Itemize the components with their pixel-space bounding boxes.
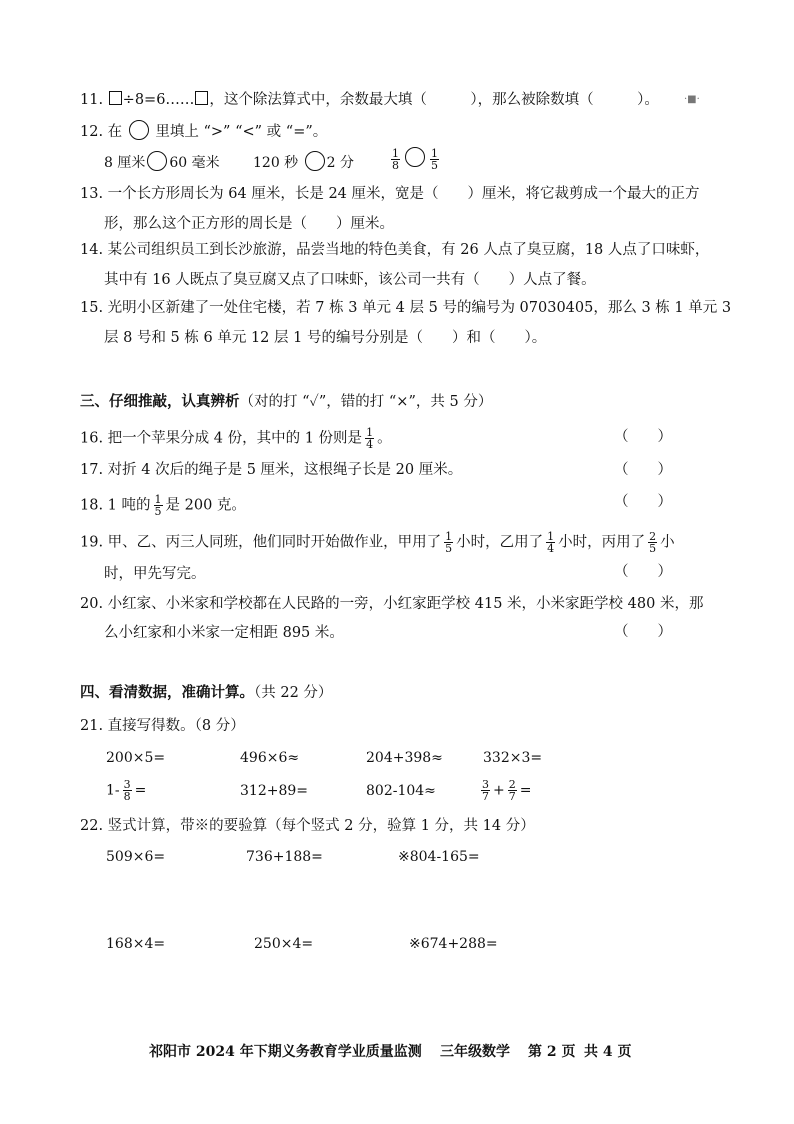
vertical-calc: ※674+288= <box>409 936 498 952</box>
blank-box <box>195 91 208 105</box>
question-12: 12. 在 里填上 “>” “<” 或 “=”。 <box>80 120 327 142</box>
footer-page-total: 共 4 页 <box>584 1044 632 1060</box>
footer-subject: 三年级数学 <box>440 1044 510 1060</box>
scan-mark: ·■· <box>684 94 700 105</box>
question-11: 11. ÷8=6…… ，这个除法算式中，余数最大填（ ），那么被除数填（ ）。 <box>80 92 659 108</box>
compare-item-1: 8 厘米 60 毫米 <box>104 151 220 173</box>
vertical-calc: ※804-165= <box>398 849 480 865</box>
question-16: 16. 把一个苹果分成 4 份，其中的 1 份则是 $\frac{1}{4}$ 。 <box>80 426 392 451</box>
calc-item: $\frac{3}{7}$ + $\frac{2}{7}$ = <box>482 778 532 803</box>
vertical-calc: 736+188= <box>246 849 323 865</box>
compare-circle <box>305 151 325 171</box>
question-15-line-1: 15. 光明小区新建了一处住宅楼，若 7 栋 3 单元 4 层 5 号的编号为 07030405，那么 3 栋 1 单元 3 <box>80 300 732 316</box>
vertical-calc: 250×4= <box>254 936 314 952</box>
compare-circle <box>147 151 167 171</box>
question-14-line-2: 其中有 16 人既点了臭豆腐又点了口味虾，该公司一共有（ ）人点了餐。 <box>104 272 596 288</box>
compare-item-3 <box>388 147 442 171</box>
fraction: $\frac{1}{5}$ <box>431 146 438 172</box>
vertical-calc: 509×6= <box>106 849 166 865</box>
answer-paren-18: （ ） <box>614 494 672 510</box>
question-14-line-1: 14. 某公司组织员工到长沙旅游，品尝当地的特色美食，有 26 人点了臭豆腐，18 人点了口味虾， <box>80 242 710 258</box>
footer-page-number: 第 2 页 <box>528 1044 576 1060</box>
fraction: $\frac{1}{5}$ <box>445 530 453 555</box>
compare-circle <box>129 120 149 140</box>
calc-item: 200×5= <box>106 750 166 766</box>
question-20-line-1: 20. 小红家、小米家和学校都在人民路的一旁，小红家距学校 415 米，小米家距学校 480 米，那 <box>80 596 704 612</box>
question-19-line-1: 19. 甲、乙、丙三人同班，他们同时开始做作业，甲用了 $\frac{1}{5}$ 小时，乙用了 $\frac{1}{4}$ 小时，丙用了 $\frac{2}{5}$ 小 <box>80 530 675 555</box>
calc-item: 204+398≈ <box>366 750 443 766</box>
vertical-calc: 168×4= <box>106 936 166 952</box>
answer-paren-19: （ ） <box>614 564 672 580</box>
calc-item: 332×3= <box>483 750 543 766</box>
question-13-line-1: 13. 一个长方形周长为 64 厘米，长是 24 厘米，宽是（ ）厘米，将它裁剪成一个最大的正方 <box>80 186 700 202</box>
answer-paren-17: （ ） <box>614 462 672 478</box>
section-3-heading: 三、仔细推敲，认真辨析（对的打 “✓”，错的打 “×”，共 5 分） <box>80 393 493 410</box>
fraction: $\frac{2}{7}$ <box>508 778 516 803</box>
blank-box <box>109 91 122 105</box>
calc-item: 1- $\frac{3}{8}$ = <box>106 778 147 803</box>
question-18: 18. 1 吨的 $\frac{1}{5}$ 是 200 克。 <box>80 493 246 518</box>
question-17: 17. 对折 4 次后的绳子是 5 厘米，这根绳子长是 20 厘米。 <box>80 462 463 478</box>
compare-circle <box>405 147 425 167</box>
calc-item: 312+89= <box>240 783 308 799</box>
question-19-line-2: 时，甲先写完。 <box>104 566 206 582</box>
fraction: $\frac{1}{4}$ <box>366 426 374 451</box>
question-21-title: 21. 直接写得数。（8 分） <box>80 718 245 734</box>
question-22-title: 22. 竖式计算，带※的要验算（每个竖式 2 分，验算 1 分，共 14 分） <box>80 818 535 834</box>
footer-exam-name: 祁阳市 2024 年下期义务教育学业质量监测 <box>149 1044 422 1060</box>
section-4-heading: 四、看清数据，准确计算。（共 22 分） <box>80 684 333 701</box>
answer-paren-16: （ ） <box>614 429 672 445</box>
question-13-line-2: 形，那么这个正方形的周长是（ ）厘米。 <box>104 216 394 232</box>
compare-item-2: 120 秒 2 分 <box>253 151 354 173</box>
calc-item: 802-104≈ <box>366 783 436 799</box>
fraction: $\frac{2}{5}$ <box>649 530 657 555</box>
fraction: $\frac{3}{8}$ <box>123 778 131 803</box>
calc-item: 496×6≈ <box>240 750 300 766</box>
fraction: $\frac{1}{8}$ <box>392 146 399 172</box>
fraction: $\frac{1}{5}$ <box>154 493 162 518</box>
question-15-line-2: 层 8 号和 5 栋 6 单元 12 层 1 号的编号分别是（ ）和（ ）。 <box>104 330 547 346</box>
answer-paren-20: （ ） <box>614 624 672 640</box>
question-20-line-2: 么小红家和小米家一定相距 895 米。 <box>104 625 344 641</box>
fraction: $\frac{3}{7}$ <box>482 778 489 803</box>
fraction: $\frac{1}{4}$ <box>547 530 555 555</box>
